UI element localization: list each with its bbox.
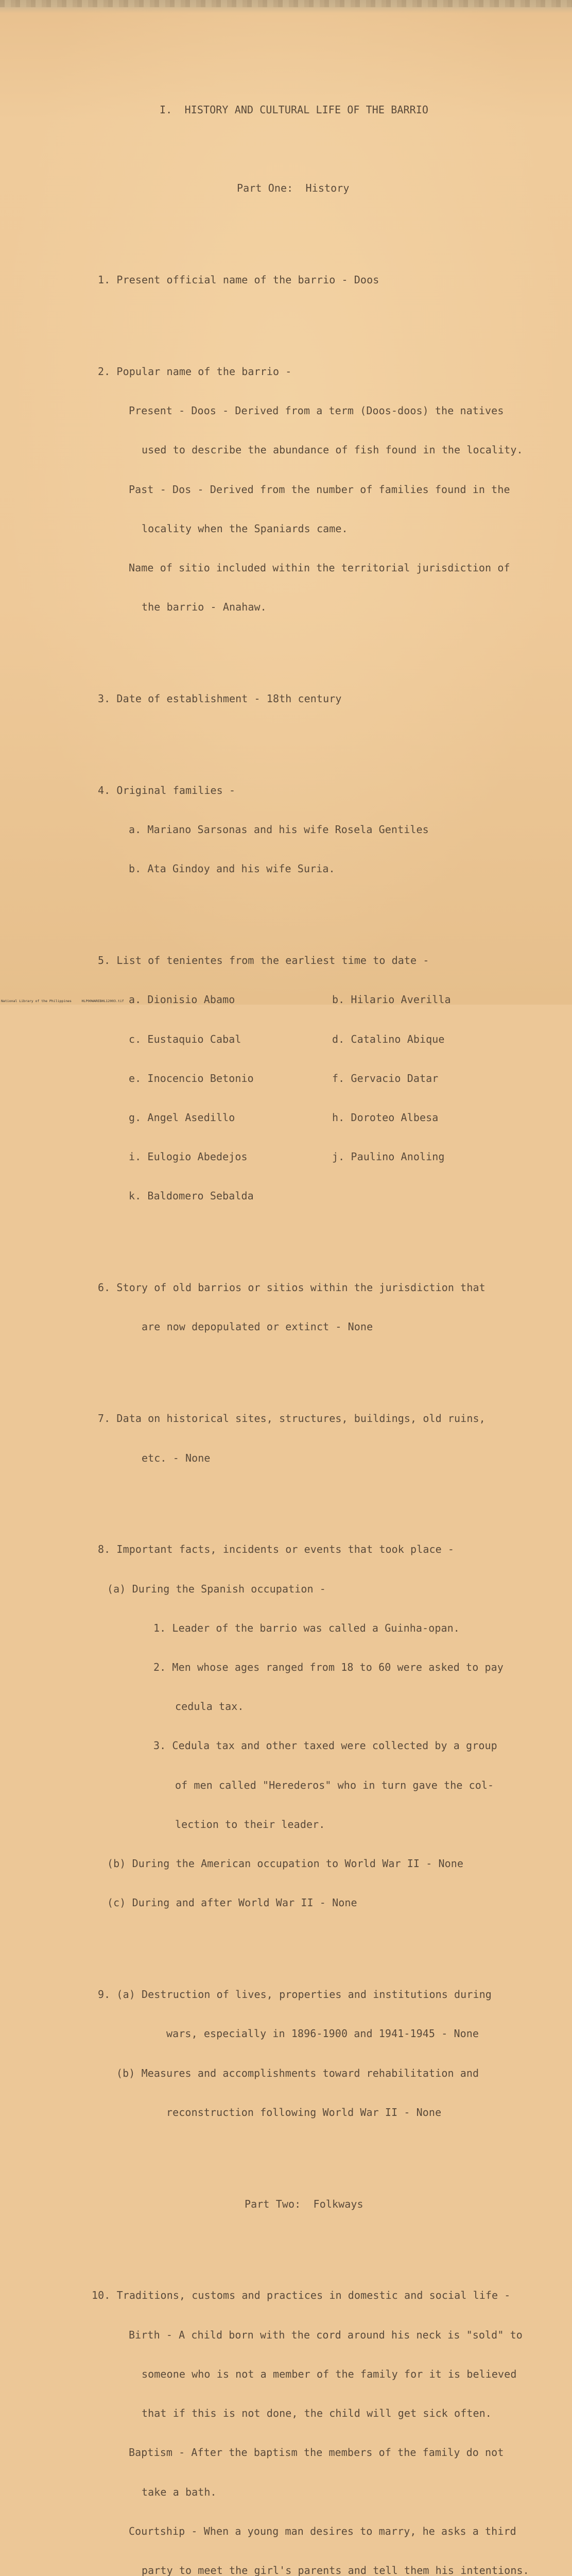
item-2-line: Name of sitio included within the territorial jurisdiction of	[129, 561, 510, 574]
item-7-line: 7. Data on historical sites, structures, buildings, old ruins,	[98, 1412, 486, 1425]
item-4-line: b. Ata Gindoy and his wife Suria.	[129, 862, 335, 875]
item-1: 1. Present official name of the barrio - Doos	[98, 274, 379, 286]
item-7-line: etc. - None	[142, 1451, 211, 1464]
item-8-line: cedula tax.	[175, 1700, 244, 1713]
tenientes-row	[98, 1111, 551, 1124]
item-2-line: Present - Doos - Derived from a term (Doos-doos) the natives	[129, 404, 504, 417]
item-10-line: take a bath.	[142, 2485, 217, 2498]
teniente: c. Eustaquio Cabal	[129, 1032, 241, 1045]
item-4-line: a. Mariano Sarsonas and his wife Rosela Gentiles	[129, 823, 429, 836]
tenientes-row	[98, 1190, 551, 1202]
item-9-line: reconstruction following World War II - None	[166, 2106, 442, 2119]
teniente: f. Gervacio Datar	[332, 1072, 439, 1084]
item-3: 3. Date of establishment - 18th century	[98, 692, 342, 705]
teniente: j. Paulino Anoling	[332, 1150, 445, 1163]
archive-footer: National Library of the Philippines HLP00WAREBHL12003.tif	[1, 999, 124, 1003]
item-8-line: 8. Important facts, incidents or events that took place -	[98, 1543, 455, 1556]
item-2-line: used to describe the abundance of fish found in the locality.	[142, 444, 523, 456]
item-4-line: 4. Original families -	[98, 784, 236, 796]
item-10-line: 10. Traditions, customs and practices in domestic and social life -	[92, 2289, 511, 2302]
document-title: I. HISTORY AND CULTURAL LIFE OF THE BARRIO	[160, 103, 429, 116]
item-2-line: the barrio - Anahaw.	[142, 601, 267, 614]
item-10-line: Courtship - When a young man desires to marry, he asks a third	[129, 2524, 516, 2537]
item-8-line: 1. Leader of the barrio was called a Guinha-opan.	[153, 1621, 460, 1634]
item-10-line: that if this is not done, the child will get sick often.	[142, 2407, 492, 2420]
item-10-line: party to meet the girl's parents and tell them his intentions.	[142, 2564, 529, 2576]
item-9-line: wars, especially in 1896-1900 and 1941-1945 - None	[166, 2027, 479, 2040]
item-2-line: Past - Dos - Derived from the number of families found in the	[129, 483, 510, 496]
item-10-line: Birth - A child born with the cord around his neck is "sold" to	[129, 2328, 523, 2341]
item-9-line: 9. (a) Destruction of lives, properties and institutions during	[98, 1988, 492, 2001]
item-2-line: locality when the Spaniards came.	[142, 522, 348, 535]
teniente: i. Eulogio Abedejos	[129, 1150, 248, 1163]
teniente: b. Hilario Averilla	[332, 993, 451, 1006]
part-one-heading: Part One: History	[237, 182, 350, 195]
item-8-line: (c) During and after World War II - None	[107, 1896, 357, 1909]
teniente: k. Baldomero Sebalda	[129, 1190, 254, 1202]
item-10-line: someone who is not a member of the family for it is believed	[142, 2367, 517, 2380]
teniente: e. Inocencio Betonio	[129, 1072, 254, 1084]
tenientes-row	[98, 993, 551, 1006]
tenientes-row	[98, 1150, 551, 1163]
item-8-line: 2. Men whose ages ranged from 18 to 60 were asked to pay	[153, 1661, 504, 1674]
item-9-line: (b) Measures and accomplishments toward rehabilitation and	[116, 2066, 479, 2079]
part-two-heading: Part Two: Folkways	[245, 2197, 363, 2210]
teniente: d. Catalino Abique	[332, 1032, 445, 1045]
torn-edge-texture	[0, 0, 572, 7]
tenientes-row	[98, 1033, 551, 1046]
teniente: a. Dionisio Abamo	[129, 993, 235, 1006]
item-8-line: (a) During the Spanish occupation -	[107, 1582, 326, 1595]
item-5-heading: 5. List of tenientes from the earliest time to date -	[98, 954, 429, 967]
item-6-line: are now depopulated or extinct - None	[142, 1320, 373, 1333]
tenientes-row	[98, 1072, 551, 1085]
item-8-line: of men called "Herederos" who in turn gave the col-	[175, 1778, 494, 1791]
document-body	[92, 77, 551, 2576]
item-10-line: Baptism - After the baptism the members of the family do not	[129, 2446, 504, 2459]
teniente: g. Angel Asedillo	[129, 1111, 235, 1124]
item-6-line: 6. Story of old barrios or sitios within the jurisdiction that	[98, 1281, 486, 1294]
teniente: h. Doroteo Albesa	[332, 1111, 439, 1124]
item-8-line: 3. Cedula tax and other taxed were collected by a group	[153, 1739, 497, 1752]
item-8-line: lection to their leader.	[175, 1818, 325, 1831]
item-8-line: (b) During the American occupation to World War II - None	[107, 1857, 464, 1870]
item-2-line: 2. Popular name of the barrio -	[98, 365, 292, 378]
